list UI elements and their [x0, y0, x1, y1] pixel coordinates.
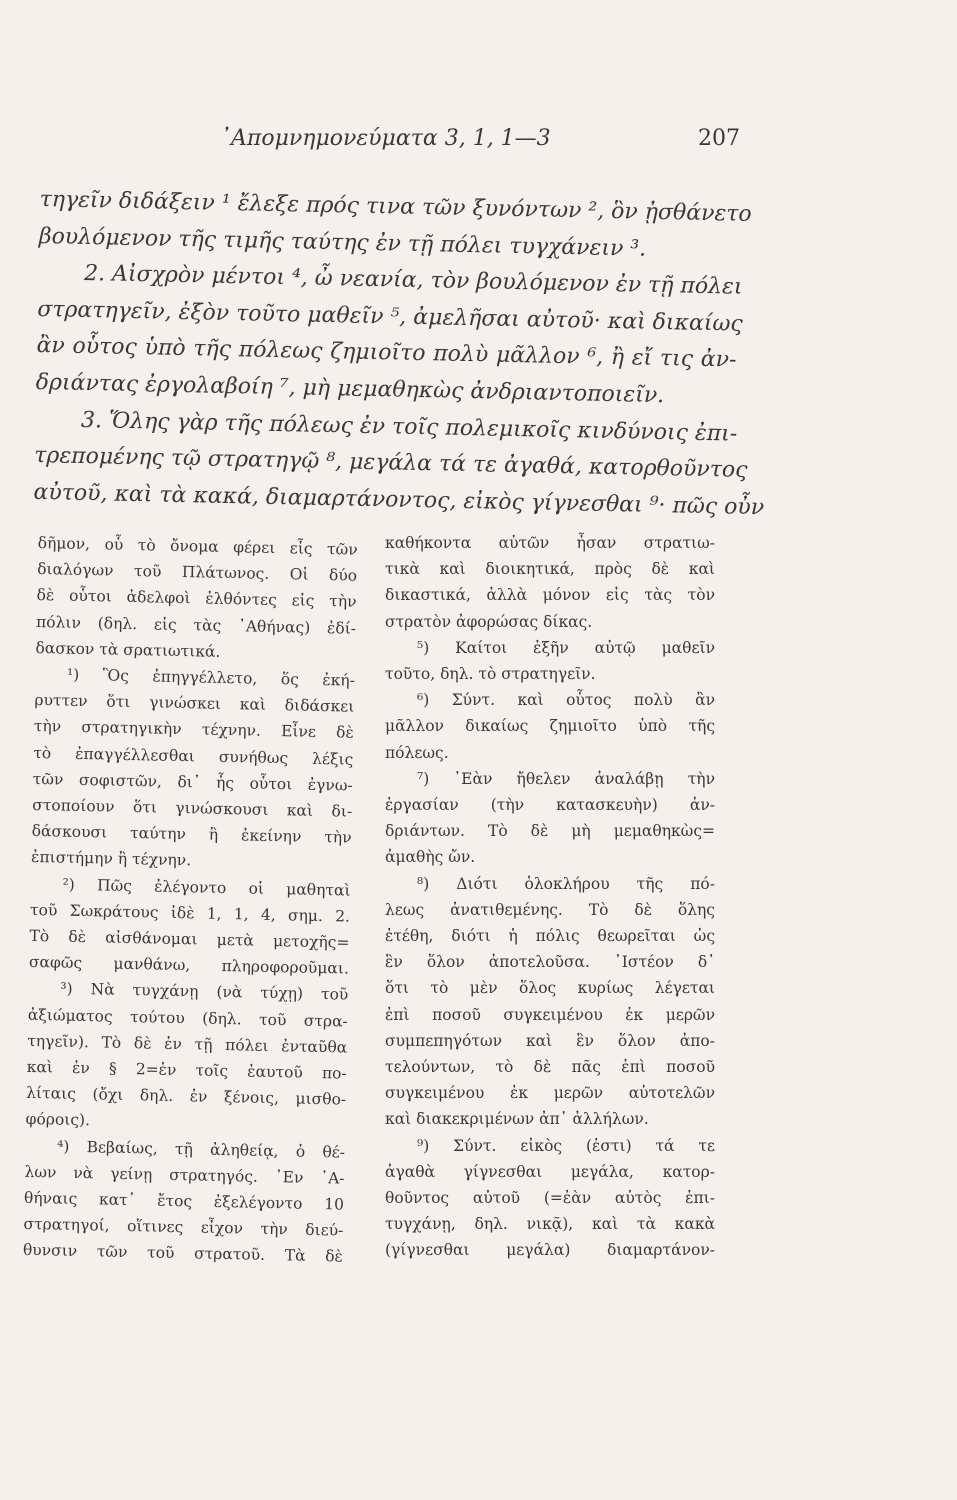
main-line: αὐτοῦ, καὶ τὰ κακά, διαμαρτάνοντος, εἰκὸς γίγνεσθαι ⁹· πῶς οὖν: [33, 479, 765, 520]
footnote-line: δῆμον, οὗ τὸ ὄνομα φέρει εἷς τῶν: [37, 533, 358, 559]
footnote-line: πόλιν (δηλ. εἰς τὰς ᾽Αθήνας) ἐδί-: [35, 612, 357, 638]
footnote-line: τηγεῖν). Τὸ δὲ ἐν τῇ πόλει ἐνταῦθα: [27, 1031, 348, 1057]
footnote-line: πόλεως.: [385, 743, 449, 762]
footnote-line: καὶ ἐν § 2=ἐν τοῖς ἑαυτοῦ πο-: [26, 1057, 347, 1083]
footnote-line: δὲ οὗτοι ἀδελφοὶ ἐλθόντες εἰς τὴν: [36, 586, 357, 612]
footnote-line: δριάντων. Τὸ δὲ μὴ μεμαθηκὼς=: [385, 822, 715, 841]
footnote-line: λίταις (ὄχι δηλ. ἐν ξένοις, μισθο-: [26, 1084, 347, 1109]
footnote-line: ἐπὶ ποσοῦ συγκειμένου ἐκ μερῶν: [385, 1005, 715, 1024]
footnote-line: στρατηγοί, οἵτινες εἶχον τὴν διεύ-: [23, 1215, 344, 1240]
footnote-line: ⁷) ᾽Εὰν ἤθελεν ἀναλάβῃ τὴν: [417, 769, 715, 788]
footnote-line: τὸ ἐπαγγέλλεσθαι συνήθως λέξις: [33, 743, 354, 769]
footnote-line: ⁸) Διότι ὁλοκλήρου τῆς πό-: [417, 874, 715, 893]
footnote-line: δασκον τὰ σρατιωτικά.: [35, 638, 221, 661]
footnote-line: στοποίουν ὅτι γινώσκουσι καὶ δι-: [32, 795, 353, 821]
footnote-line: λων νὰ γείνῃ στρατηγός. ᾽Εν ᾽Α-: [24, 1162, 345, 1188]
footnote-line: συγκειμένου ἐκ μερῶν αὐτοτελῶν: [385, 1084, 715, 1103]
main-line: 3. Ὅλης γὰρ τῆς πόλεως ἐν τοῖς πολεμικοῖς κινδύνοις ἐπι-: [80, 407, 738, 447]
footnote-line: στρατὸν ἀφορώσας δίκας.: [385, 612, 593, 631]
footnotes-right-column: [385, 530, 715, 1264]
footnote-line: ἀξιώματος τούτου (δηλ. τοῦ στρα-: [27, 1005, 348, 1031]
footnote-line: λεως ἀνατιθεμένης. Τὸ δὲ ὅλης: [385, 900, 715, 919]
main-line: δριάντας ἐργολαβοίη ⁷, μὴ μεμαθηκὼς ἀνδριαντοποιεῖν.: [35, 369, 665, 409]
footnote-line: καὶ διακεκριμένων ἀπ᾽ ἀλλήλων.: [385, 1110, 649, 1129]
footnote-line: ³) Νὰ τυγχάνῃ (νὰ τύχῃ) τοῦ: [60, 980, 349, 1005]
footnote-line: φόροις).: [25, 1110, 91, 1130]
footnote-line: συμπεπηγότων καὶ ἓν ὅλον ἀπο-: [385, 1031, 715, 1050]
footnote-line: καθήκοντα αὐτῶν ἦσαν στρατιω-: [385, 534, 715, 552]
running-title: ᾿Απομνημονεύματα 3, 1, 1—3: [220, 126, 551, 151]
footnote-line: ¹) Ὃς ἐπηγγέλλετο, ὅς ἐκή-: [66, 665, 356, 690]
footnote-line: ⁶) Σύντ. καὶ οὗτος πολὺ ἂν: [417, 691, 715, 710]
footnote-line: δικαστικά, ἀλλὰ μόνον εἰς τὰς τὸν: [385, 586, 715, 605]
main-line: βουλόμενον τῆς τιμῆς ταύτης ἐν τῇ πόλει τυγχάνειν ³.: [38, 223, 647, 262]
footnote-line: (γίγνεσθαι μεγάλα) διαμαρτάνον-: [385, 1241, 715, 1260]
footnote-line: ⁴) Βεβαίως, τῇ ἀληθείᾳ, ὁ θέ-: [56, 1137, 346, 1162]
footnote-line: τικὰ καὶ διοικητικά, πρὸς δὲ καὶ: [385, 560, 715, 579]
main-line: 2. Αἰσχρὸν μέντοι ⁴, ὦ νεανία, τὸν βουλόμενον ἐν τῇ πόλει: [83, 261, 743, 300]
footnote-line: ἐτέθη, διότι ἡ πόλις θεωρεῖται ὡς: [385, 927, 715, 946]
footnote-line: δάσκουσι ταύτην ἢ ἐκείνην τὴν: [31, 822, 352, 847]
footnote-line: θυνσιν τῶν τοῦ στρατοῦ. Τὰ δὲ: [22, 1241, 344, 1267]
footnote-line: τυγχάνῃ, δηλ. νικᾷ), καὶ τὰ κακὰ: [385, 1215, 715, 1234]
footnote-line: ἐργασίαν (τὴν κατασκευὴν) ἀν-: [385, 796, 715, 815]
main-line: ἂν οὗτος ὑπὸ τῆς πόλεως ζημιοῖτο πολὺ μᾶλλον ⁶, ἢ εἴ τις ἀν-: [36, 333, 737, 373]
main-line: στρατηγεῖν, ἐξὸν τοῦτο μαθεῖν ⁵, ἀμελῆσαι αὐτοῦ· καὶ δικαίως: [37, 296, 743, 337]
footnote-line: Τὸ δὲ αἰσθάνομαι μετὰ μετοχῆς=: [29, 926, 350, 952]
footnote-line: τοῦτο, δηλ. τὸ στρατηγεῖν.: [385, 665, 596, 684]
footnote-line: διαλόγων τοῦ Πλάτωνος. Οἱ δύο: [36, 560, 358, 585]
footnote-line: ⁹) Σύντ. εἰκὸς (ἐστι) τά τε: [417, 1136, 715, 1155]
footnote-line: ἐπιστήμην ἢ τέχνην.: [30, 848, 192, 870]
footnote-line: ⁵) Καίτοι ἐξῆν αὐτῷ μαθεῖν: [417, 638, 715, 657]
footnote-line: μᾶλλον δικαίως ζημιοῖτο ὑπὸ τῆς: [385, 717, 715, 736]
footnote-line: ἀγαθὰ γίγνεσθαι μεγάλα, κατορ-: [385, 1162, 715, 1181]
footnote-line: τῶν σοφιστῶν, δι᾽ ἧς οὗτοι ἐγνω-: [32, 769, 353, 795]
running-header: [220, 126, 740, 156]
footnote-line: ὅτι τὸ μὲν ὅλος κυρίως λέγεται: [385, 979, 715, 998]
footnote-line: τὴν στρατηγικὴν τέχνην. Εἶνε δὲ: [33, 717, 355, 743]
footnote-line: ²) Πῶς ἐλέγοντο οἱ μαθηταὶ: [62, 875, 351, 900]
page-number: 207: [698, 126, 740, 151]
footnote-line: θοῦντος αὐτοῦ (=ἐὰν αὐτὸς ἐπι-: [385, 1189, 715, 1208]
footnote-line: τελούντων, τὸ δὲ πᾶς ἐπὶ ποσοῦ: [385, 1058, 715, 1077]
footnote-line: ρυττεν ὅτι γινώσκει καὶ διδάσκει: [34, 691, 355, 716]
main-line: τηγεῖν διδάξειν ¹ ἔλεξε πρός τινα τῶν ξυνόντων ², ὃν ᾐσθάνετο: [39, 186, 752, 227]
footnote-line: ἓν ὅλον ἀποτελοῦσα. ᾽Ιστέον δ᾽: [385, 953, 715, 972]
footnotes-left-column: [23, 530, 358, 1270]
main-line: τρεπομένης τῷ στρατηγῷ ⁸, μεγάλα τά τε ἀγαθά, κατορθοῦντος: [34, 443, 748, 484]
main-text: [33, 182, 765, 526]
footnote-line: σαφῶς μανθάνω, πληροφοροῦμαι.: [28, 953, 350, 978]
footnote-line: ἀμαθὴς ὤν.: [385, 848, 476, 867]
footnote-line: θήναις κατ᾽ ἔτος ἐξελέγοντο 10: [23, 1188, 345, 1214]
footnote-line: τοῦ Σωκράτους ἰδὲ 1, 1, 4, σημ. 2.: [29, 900, 351, 926]
